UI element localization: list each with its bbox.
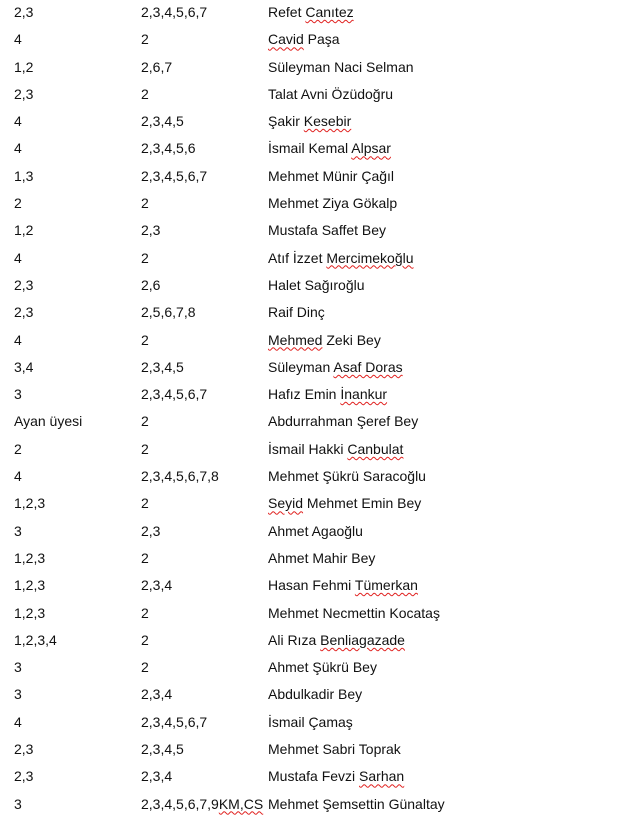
table-row: [0, 382, 641, 409]
table-row: [0, 409, 641, 436]
cell-group: 1,2,3: [14, 495, 46, 512]
table-row: [0, 136, 641, 163]
cell-group: 3: [14, 795, 22, 812]
cell-text-segment: Talat Avni Özüdoğru: [268, 85, 394, 102]
cell-group: 3: [14, 386, 22, 403]
cell-text-segment: 2,3,4,5,6,7,9: [141, 795, 219, 812]
cell-text-segment: İsmail Çamaş: [268, 713, 353, 730]
table-row: [0, 246, 641, 273]
table-row: [0, 273, 641, 300]
cell-text-segment: Süleyman Naci Selman: [268, 58, 414, 75]
table-row: [0, 218, 641, 245]
cell-terms: 2,6,7: [141, 58, 173, 75]
cell-name: [268, 441, 403, 457]
table-row: [0, 573, 641, 600]
table-row: [0, 464, 641, 491]
cell-name: [268, 495, 421, 511]
cell-group: 3: [14, 522, 22, 539]
cell-group: 2: [14, 440, 22, 457]
cell-name: [268, 659, 377, 675]
cell-group: 4: [14, 31, 22, 48]
cell-group: 2,3: [14, 304, 34, 321]
cell-terms: 2: [141, 331, 149, 348]
cell-text-segment: Hasan Fehmi: [268, 577, 355, 594]
spellcheck-flagged-text: Cavid: [268, 31, 304, 48]
cell-group: 4: [14, 249, 22, 266]
cell-text-segment: Mehmet Şükrü Saracoğlu: [268, 468, 426, 485]
cell-group: 1,2,3: [14, 577, 46, 594]
cell-text-segment: Mehmet Şemsettin Günaltay: [268, 795, 445, 812]
cell-terms: 2,3,4,5,6,7: [141, 4, 208, 20]
table-row: [0, 55, 641, 82]
table-row: [0, 628, 641, 655]
cell-text-segment: Mehmet Necmettin Kocataş: [268, 604, 440, 621]
spellcheck-flagged-text: Mehmed: [268, 331, 323, 348]
cell-text-segment: Abdurrahman Şeref Bey: [268, 413, 419, 430]
spellcheck-flagged-text: KM,CS: [218, 795, 264, 812]
cell-group: 2,3: [14, 741, 34, 758]
table-row: [0, 164, 641, 191]
spellcheck-flagged-text: Mercimekoğlu: [326, 249, 414, 266]
cell-group: Ayan üyesi: [14, 413, 83, 430]
cell-group: 1,2,3: [14, 549, 46, 566]
cell-terms: [141, 796, 263, 812]
table-row: [0, 191, 641, 218]
cell-name: [268, 768, 404, 784]
cell-name: [268, 796, 445, 812]
cell-group: 2,3: [14, 768, 34, 785]
table-row: [0, 328, 641, 355]
table-row: [0, 601, 641, 628]
spellcheck-flagged-text: Alpsar: [351, 140, 391, 157]
cell-group: 3: [14, 659, 22, 676]
cell-terms: 2,3,4,5: [141, 358, 184, 375]
cell-group: 4: [14, 140, 22, 157]
cell-text-segment: Raif Dinç: [268, 304, 325, 321]
cell-text-segment: Mustafa Fevzi: [268, 768, 360, 785]
cell-terms: 2,3,4: [141, 768, 173, 785]
spellcheck-flagged-text: Canbulat: [347, 440, 404, 457]
table-row: [0, 355, 641, 382]
cell-name: [268, 550, 375, 566]
cell-name: [268, 4, 354, 20]
cell-text-segment: Atıf İzzet: [268, 249, 327, 266]
cell-terms: 2: [141, 631, 149, 648]
cell-text-segment: Ahmet Mahir Bey: [268, 549, 376, 566]
cell-name: [268, 168, 394, 184]
table-row: [0, 491, 641, 518]
cell-group: 1,2: [14, 222, 34, 239]
cell-terms: 2,3,4,5: [141, 741, 184, 758]
cell-text-segment: Şakir: [268, 113, 304, 130]
cell-terms: 2,3,4,5,6,7: [141, 713, 208, 730]
cell-name: [268, 332, 381, 348]
spellcheck-flagged-text: Benliagazade: [320, 631, 405, 648]
cell-name: [268, 741, 401, 757]
cell-text-segment: Mehmet Emin Bey: [303, 495, 422, 512]
cell-name: [268, 577, 418, 593]
cell-text-segment: Mustafa Saffet Bey: [268, 222, 387, 239]
cell-group: 3,4: [14, 358, 34, 375]
cell-text-segment: Mehmet Sabri Toprak: [268, 741, 401, 758]
cell-text-segment: Refet: [268, 4, 306, 20]
cell-terms: 2,3,4: [141, 686, 173, 703]
cell-name: [268, 277, 365, 293]
table-row: [0, 655, 641, 682]
spellcheck-flagged-text: Asaf Doras: [333, 358, 403, 375]
cell-group: 2,3: [14, 85, 34, 102]
cell-text-segment: Süleyman: [268, 358, 334, 375]
table-row: [0, 437, 641, 464]
cell-group: 1,3: [14, 167, 34, 184]
cell-terms: 2,3,4,5: [141, 113, 184, 130]
cell-terms: 2,3,4,5,6,7: [141, 386, 208, 403]
cell-terms: 2,6: [141, 276, 161, 293]
cell-name: [268, 523, 363, 539]
table-row: [0, 27, 641, 54]
cell-group: 4: [14, 331, 22, 348]
spellcheck-flagged-text: İnankur: [340, 386, 388, 403]
table-row: [0, 792, 641, 819]
cell-text-segment: Hafız Emin: [268, 386, 341, 403]
cell-group: 2: [14, 195, 22, 212]
cell-text-segment: İsmail Kemal: [268, 140, 352, 157]
cell-name: [268, 113, 351, 129]
cell-name: [268, 386, 387, 402]
cell-name: [268, 632, 405, 648]
cell-name: [268, 468, 426, 484]
cell-text-segment: Mehmet Ziya Gökalp: [268, 195, 398, 212]
spellcheck-flagged-text: Canıtez: [305, 4, 354, 20]
cell-text-segment: Abdulkadir Bey: [268, 686, 363, 703]
cell-name: [268, 31, 340, 47]
cell-terms: 2: [141, 85, 149, 102]
table-row: [0, 109, 641, 136]
cell-terms: 2: [141, 195, 149, 212]
cell-text-segment: Paşa: [303, 31, 340, 48]
cell-group: 2,3: [14, 4, 34, 20]
cell-terms: 2: [141, 549, 149, 566]
cell-terms: 2: [141, 495, 149, 512]
cell-name: [268, 140, 391, 156]
cell-group: 1,2,3,4: [14, 631, 57, 648]
spellcheck-flagged-text: Tümerkan: [354, 577, 418, 594]
cell-terms: 2,5,6,7,8: [141, 304, 196, 321]
cell-group: 4: [14, 113, 22, 130]
table-row: [0, 0, 641, 27]
cell-name: [268, 86, 393, 102]
cell-group: 1,2: [14, 58, 34, 75]
cell-name: [268, 413, 418, 429]
table-row: [0, 82, 641, 109]
cell-terms: 2,3: [141, 522, 161, 539]
cell-name: [268, 250, 414, 266]
cell-group: 4: [14, 468, 22, 485]
cell-text-segment: Ali Rıza: [268, 631, 321, 648]
cell-terms: 2,3,4,5,6,7: [141, 167, 208, 184]
cell-group: 4: [14, 713, 22, 730]
table-row: [0, 737, 641, 764]
cell-group: 2,3: [14, 276, 34, 293]
cell-terms: 2,3: [141, 222, 161, 239]
cell-terms: 2,3,4,5,6,7,8: [141, 468, 219, 485]
cell-group: 3: [14, 686, 22, 703]
cell-text-segment: Halet Sağıroğlu: [268, 276, 365, 293]
spellcheck-flagged-text: Seyid: [268, 495, 304, 512]
cell-terms: 2,3,4: [141, 577, 173, 594]
cell-terms: 2: [141, 31, 149, 48]
cell-terms: 2,3,4,5,6: [141, 140, 196, 157]
cell-terms: 2: [141, 604, 149, 621]
spellcheck-flagged-text: Kesebir: [303, 113, 352, 130]
table-row: [0, 682, 641, 709]
cell-name: [268, 686, 362, 702]
cell-group: 1,2,3: [14, 604, 46, 621]
cell-name: [268, 605, 440, 621]
cell-terms: 2: [141, 440, 149, 457]
table-row: [0, 710, 641, 737]
cell-name: [268, 222, 386, 238]
table-row: [0, 764, 641, 791]
cell-name: [268, 304, 325, 320]
cell-text-segment: Ahmet Agaoğlu: [268, 522, 363, 539]
cell-text-segment: Zeki Bey: [322, 331, 381, 348]
spellcheck-flagged-text: Sarhan: [359, 768, 405, 785]
cell-text-segment: Mehmet Münir Çağıl: [268, 167, 395, 184]
cell-name: [268, 195, 397, 211]
cell-terms: 2: [141, 659, 149, 676]
table-row: [0, 546, 641, 573]
cell-terms: 2: [141, 413, 149, 430]
cell-terms: 2: [141, 249, 149, 266]
cell-name: [268, 714, 353, 730]
cell-name: [268, 59, 414, 75]
cell-text-segment: Ahmet Şükrü Bey: [268, 659, 377, 676]
cell-text-segment: İsmail Hakki: [268, 440, 348, 457]
table-row: [0, 300, 641, 327]
table-row: [0, 519, 641, 546]
cell-name: [268, 359, 403, 375]
